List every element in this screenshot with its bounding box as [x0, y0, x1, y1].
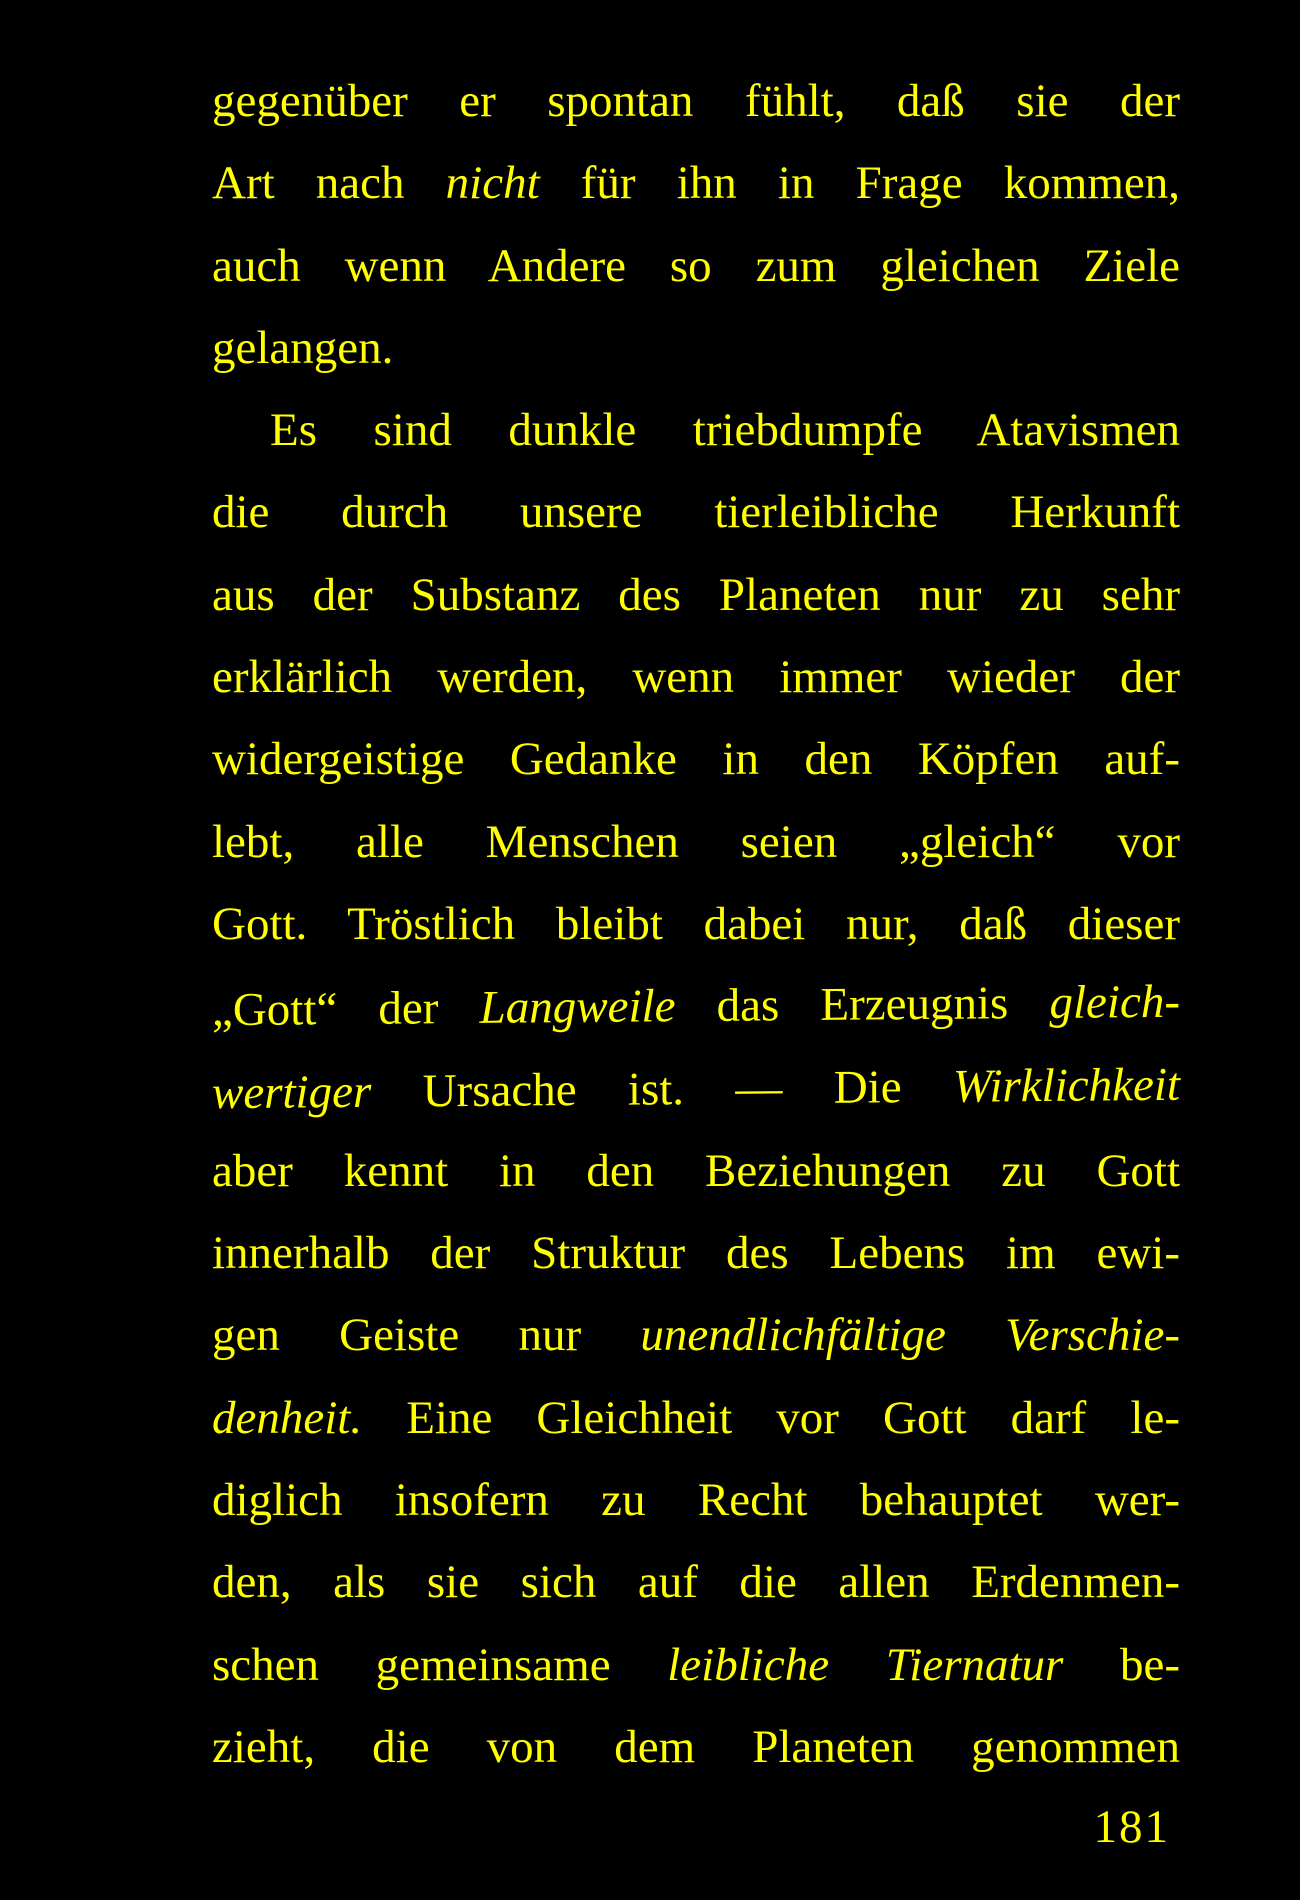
text-span: Ursache ist. — Die: [371, 1060, 953, 1118]
text-line: [212, 1377, 1180, 1459]
italic-text: wertiger: [212, 1065, 372, 1119]
text-span: auch wenn Andere so zum gleichen Ziele: [212, 239, 1180, 292]
text-line: [212, 1130, 1180, 1212]
body-text: [212, 60, 1180, 1788]
text-line: [212, 142, 1180, 224]
text-line: [212, 961, 1180, 1052]
text-line: [212, 1624, 1180, 1706]
text-span: das Erzeugnis: [675, 977, 1050, 1033]
text-line: [212, 307, 1180, 389]
text-line: [212, 801, 1180, 883]
text-span: be-: [1063, 1638, 1181, 1691]
text-span: erklärlich werden, wenn immer wieder der: [212, 651, 1180, 704]
text-span: diglich insofern zu Recht behauptet wer-: [212, 1474, 1180, 1527]
italic-text: denheit.: [212, 1391, 363, 1444]
page-number: 181: [1093, 1801, 1170, 1853]
text-line: [212, 1212, 1180, 1294]
italic-text: gleich-: [1049, 976, 1180, 1030]
text-line: [212, 471, 1180, 553]
italic-text: unendlichfältige Verschie-: [640, 1309, 1180, 1362]
text-span: Eine Gleichheit vor Gott darf le-: [362, 1391, 1180, 1444]
text-span: Es sind dunkle triebdumpfe Atavismen: [270, 404, 1180, 457]
text-line: [212, 1294, 1180, 1376]
text-span: für ihn in Frage kommen,: [539, 157, 1180, 210]
text-span: widergeistige Gedanke in den Köpfen auf-: [212, 733, 1180, 786]
text-line: [212, 718, 1180, 800]
text-span: innerhalb der Struktur des Lebens im ewi-: [212, 1227, 1180, 1280]
text-line: [212, 636, 1180, 718]
text-line: [212, 883, 1180, 965]
text-span: „Gott“ der: [212, 982, 480, 1037]
text-span: schen gemeinsame: [212, 1638, 668, 1691]
text-span: gelangen.: [212, 321, 394, 374]
text-line: [212, 554, 1180, 636]
text-span: gegenüber er spontan fühlt, daß sie der: [212, 75, 1180, 127]
text-line: [212, 1043, 1180, 1134]
text-span: aus der Substanz des Planeten nur zu sehr: [212, 568, 1180, 621]
text-span: Art nach: [212, 157, 446, 210]
text-span: Gott. Tröstlich bleibt dabei nur, daß dieser: [212, 897, 1180, 950]
text-span: lebt, alle Menschen seien „gleich“ vor: [212, 815, 1180, 868]
italic-text: nicht: [445, 157, 540, 210]
text-span: aber kennt in den Beziehungen zu Gott: [212, 1144, 1180, 1197]
text-line: [212, 225, 1180, 307]
text-span: den, als sie sich auf die allen Erdenmen-: [212, 1556, 1180, 1609]
text-span: zieht, die von dem Planeten genommen: [212, 1720, 1180, 1773]
italic-text: Langweile: [479, 980, 676, 1035]
text-line: [212, 1459, 1180, 1541]
text-span: die durch unsere tierleibliche Herkunft: [212, 486, 1180, 539]
italic-text: Wirklichkeit: [952, 1058, 1180, 1113]
text-line: [212, 389, 1180, 471]
text-span: gen Geiste nur: [212, 1309, 641, 1362]
italic-text: leibliche Tiernatur: [667, 1638, 1064, 1691]
text-line: [212, 60, 1180, 142]
text-line: [212, 1541, 1180, 1623]
text-line: [212, 1706, 1180, 1788]
